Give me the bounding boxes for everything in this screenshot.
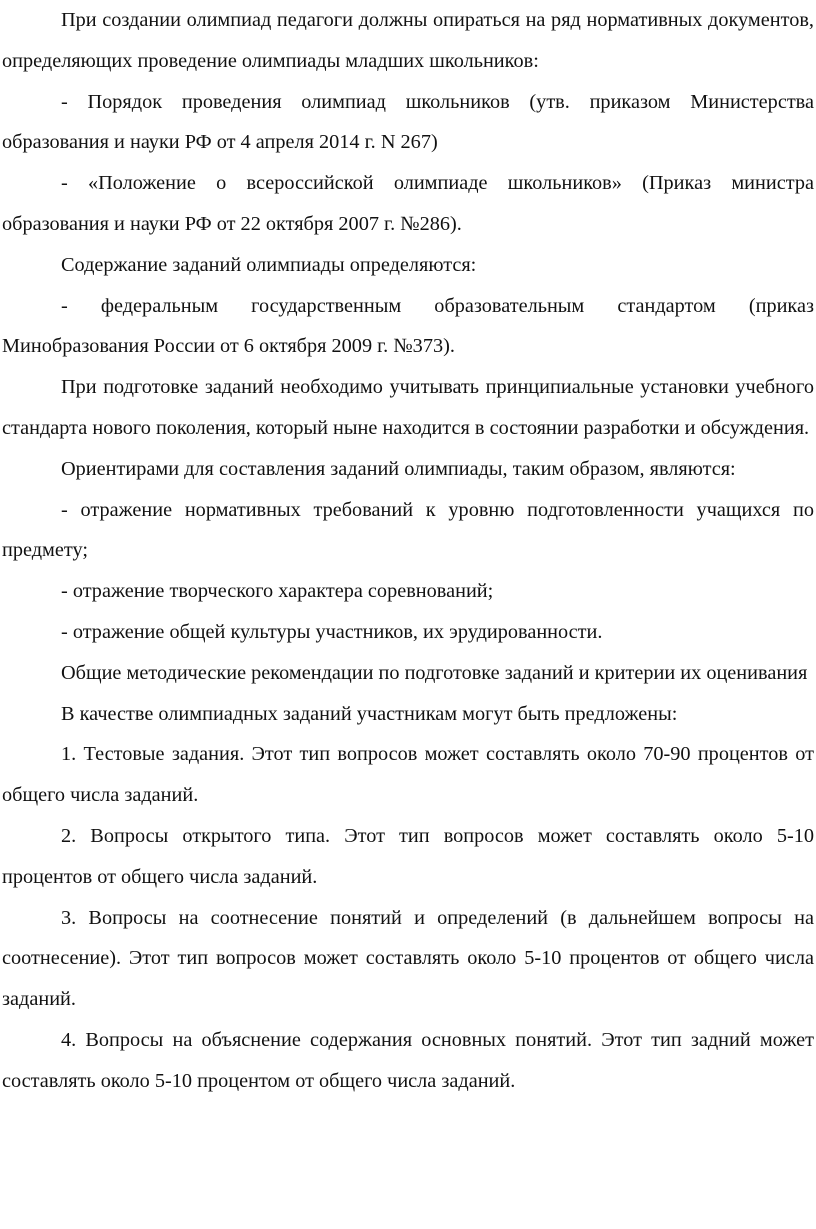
paragraph-general-culture: - отражение общей культуры участников, их эрудированности. bbox=[61, 620, 603, 643]
paragraph-content-defined: Содержание заданий олимпиады определяются: bbox=[61, 253, 477, 276]
paragraph-federal-standard: - федеральным государственным образовательным стандартом (приказ Минобразования России от 6 октября 2009 г. №373). bbox=[2, 294, 814, 358]
paragraph-guidelines: Ориентирами для составления заданий олимпиады, таким образом, являются: bbox=[61, 457, 736, 480]
paragraph-order-olympiads: - Порядок проведения олимпиад школьников (утв. приказом Министерства образования и науки РФ от 4 апреля 2014 г. N 267) bbox=[2, 90, 814, 154]
paragraph-explanation-questions: 4. Вопросы на объяснение содержания основных понятий. Этот тип задний может составлять около 5-10 процентом от общего числа заданий. bbox=[2, 1028, 814, 1092]
paragraph-creative-character: - отражение творческого характера соревнований; bbox=[61, 580, 494, 603]
paragraph-regulation: - «Положение о всероссийской олимпиаде школьников» (Приказ министра образования и науки РФ от 22 октября 2007 г. №286). bbox=[2, 172, 814, 235]
paragraph-task-types-intro: В качестве олимпиадных заданий участникам могут быть предложены: bbox=[61, 702, 678, 725]
paragraph-preparation: При подготовке заданий необходимо учитывать принципиальные установки учебного стандарта нового поколения, который ныне находится в состоянии разработки и обсуждения. bbox=[2, 376, 814, 439]
paragraph-matching-questions: 3. Вопросы на соотнесение понятий и определений (в дальнейшем вопросы на соотнесение). Этот тип вопросов может составлять около 5-10 процентов от общего числа заданий. bbox=[2, 906, 814, 1011]
paragraph-open-questions: 2. Вопросы открытого типа. Этот тип вопросов может составлять около 5-10 процентов от общего числа заданий. bbox=[2, 824, 814, 888]
paragraph-intro: При создании олимпиад педагоги должны опираться на ряд нормативных документов, определяющих проведение олимпиады младших школьников: bbox=[2, 9, 814, 72]
paragraph-normative-requirements: - отражение нормативных требований к уровню подготовленности учащихся по предмету; bbox=[2, 498, 814, 562]
paragraph-methodical-recommendations: Общие методические рекомендации по подготовке заданий и критерии их оценивания bbox=[61, 661, 808, 684]
paragraph-test-tasks: 1. Тестовые задания. Этот тип вопросов может составлять около 70-90 процентов от общего числа заданий. bbox=[2, 743, 814, 807]
